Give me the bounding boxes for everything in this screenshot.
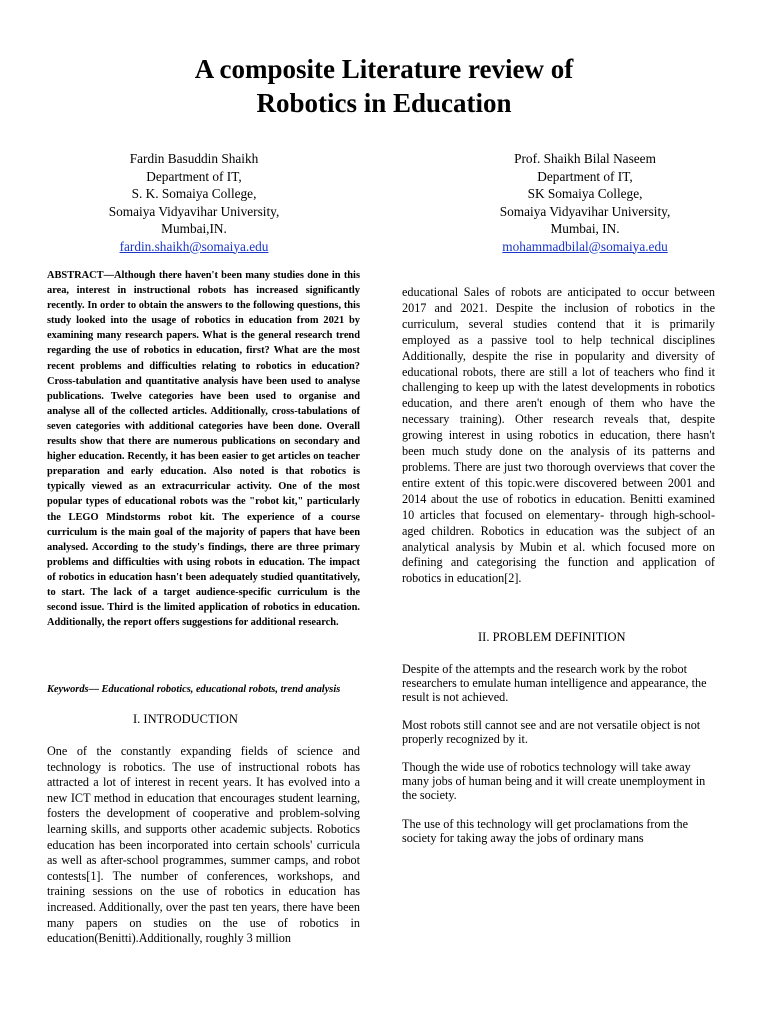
author-university: Somaiya Vidyavihar University, xyxy=(108,203,280,219)
section-heading-problem-definition: II. PROBLEM DEFINITION xyxy=(478,630,626,644)
author-email-link[interactable]: fardin.shaikh@somaiya.edu xyxy=(119,238,269,254)
introduction-paragraph: One of the constantly expanding fields of science and technology is robotics. The use of instructional robots has attracted a lot of interest in recent years. It has evolved into a new ICT method in education that encourages student learning, fosters the development of cooperative and problem-solving learning skills, and supports other academic subjects. Robotics education has been incorporated into certain schools' curricula as well as after-school programmes, summer camps, and robot contests[1]. The number of conferences, workshops, and training sessions on the use of robotics in education has increased. Additionally, over the past ten years, there have been many papers on studies on the use of robotics in education(Benitti).Additionally, roughly 3 million xyxy=(47,744,360,946)
keywords: Keywords— Educational robotics, educational robots, trend analysis xyxy=(47,684,341,695)
author-email-link[interactable]: mohammadbilal@somaiya.edu xyxy=(502,238,668,254)
problem-paragraph: Despite of the attempts and the research work by the robot researchers to emulate human intelligence and appearance, the result is not achieved. xyxy=(402,662,707,704)
author-college: S. K. Somaiya College, xyxy=(131,186,257,201)
paper-title xyxy=(0,52,768,120)
author-university: Somaiya Vidyavihar University, xyxy=(499,203,671,219)
author-name: Fardin Basuddin Shaikh xyxy=(129,151,259,166)
author-department: Department of IT, xyxy=(537,168,633,184)
abstract: ABSTRACT—Although there haven't been many studies done in this area, interest in instructional robots has increased significantly recently. In order to obtain the answers to the following questions, this study looked into the usage of robotics in education from 2021 by examining many research papers. What is the general research trend regarding the use of robotics in education, first? What are the most recent problems and difficulties relating to robotics in education? Cross-tabulation and quantitative analysis have been used to analyse publications. Twelve categories have been used to organise and analyse all of the collected articles. Additionally, cross-tabulations of seven categories with additional categories have been done. Overall results show that there are numerous publications on secondary and higher education. Recently, it has been easier to get articles on teacher preparation and early education. Also noted is that robotics is typically viewed as an extracurricular activity. One of the most popular types of educational robots was the "robot kit," particularly the LEGO Mindstorms robot kit. The experience of a course curriculum is the main goal of the majority of papers that have been analysed. According to the study's findings, there are three primary problems and difficulties with using robots in education. The impact of robotics in education hasn't been adequately studied quantitatively, to start. The lack of a target audience-specific curriculum is the second issue. Third is the limited application of robotics in education. Additionally, the report offers suggestions for additional research. xyxy=(47,270,360,629)
title-line-1: A composite Literature review of xyxy=(194,54,574,84)
section-heading-introduction: I. INTRODUCTION xyxy=(133,712,238,726)
problem-paragraph: The use of this technology will get proclamations from the society for taking away the jobs of ordinary mans xyxy=(402,817,689,845)
author-name: Prof. Shaikh Bilal Naseem xyxy=(514,151,656,166)
author-city: Mumbai,IN. xyxy=(161,221,227,236)
title-line-2: Robotics in Education xyxy=(256,88,512,118)
problem-paragraph: Though the wide use of robotics technology will take away many jobs of human being and it will create unemployment in the society. xyxy=(402,760,706,802)
author-department: Department of IT, xyxy=(146,168,242,184)
author-block-2 xyxy=(455,150,715,255)
author-block-1 xyxy=(64,150,324,255)
author-college: SK Somaiya College, xyxy=(527,186,643,201)
introduction-continuation-paragraph: educational Sales of robots are anticipated to occur between 2017 and 2021. Despite the inclusion of robotics in the curriculum, several studies contend that it is primarily employed as a passive tool to help technical disciplines Additionally, despite the rise in popularity and diversity of educational robots, there are still a lot of teachers who find it challenging to keep up with the latest developments in robotics education, and there aren't enough of them who have the necessary training). Other research reveals that, despite growing interest in using robotics in education, there hasn't been much study done on the analysis of its patterns and problems. There are just two thorough overviews that cover the entire extent of this topic.were discovered between 2001 and 2014 about the use of robotics in education. Benitti examined 10 articles that focused on elementary- through high-school-aged children. Robotics in education was the subject of an analytical analysis by Mubin et al. which focused more on defining and categorising the function and application of robotics in education[2]. xyxy=(402,285,715,586)
author-city: Mumbai, IN. xyxy=(550,221,620,236)
problem-paragraph: Most robots still cannot see and are not versatile object is not properly recognized by it. xyxy=(402,718,701,746)
